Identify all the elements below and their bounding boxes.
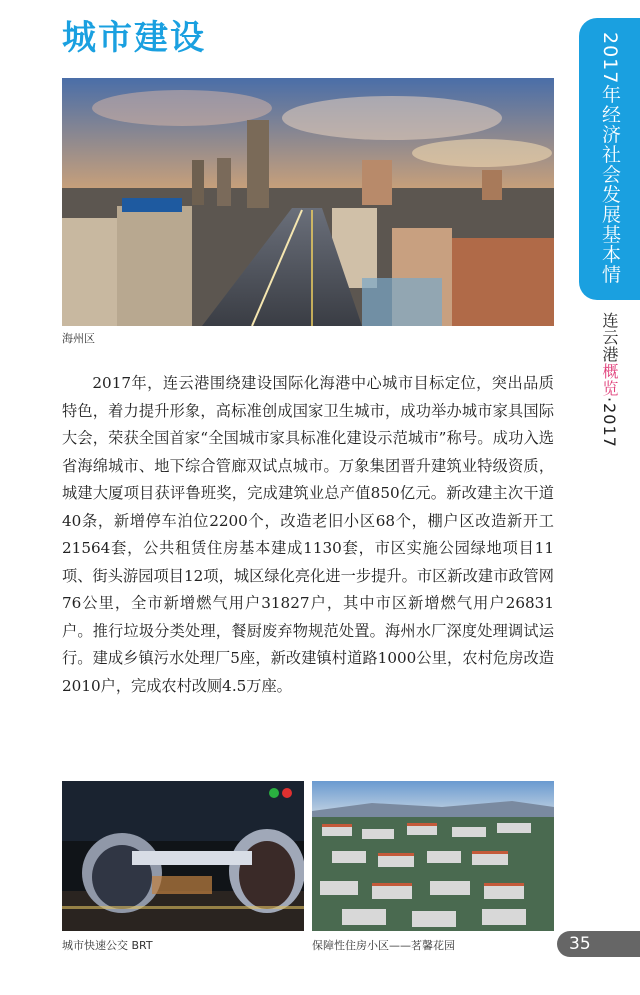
body-paragraph: 2017年，连云港围绕建设国际化海港中心城市目标定位，突出品质特色，着力提升形象，高标准创成国家卫生城市，成功举办城市家具国际大会，荣获全国首家“全国城市家具标准化建设示范城市”称号。成功入选省海绵城市、地下综合管廊双试点城市。万象集团晋升建筑业特级资质，城建大厦项目获评鲁班奖，完成建筑业总产值850亿元。新改建主次干道40条，新增停车泊位2200个，改造老旧小区68个，棚户区改造新开工21564套，公共租赁住房基本建成1130套，市区实施公园绿地项目11项、街头游园项目12项，城区绿化亮化进一步提升。市区新改建市政管网76公里，全市新增燃气用户31827户，其中市区新增燃气用户26831户。推行垃圾分类处理，餐厨废弃物规范处置。海州水厂深度处理调试运行。建成乡镇污水处理厂5座，新改建镇村道路1000公里，农村危房改造2010户，完成农村改厕4.5万座。	[62, 374, 554, 695]
publication-label	[586, 312, 632, 448]
publication-label-highlight: 概览	[600, 363, 619, 397]
chapter-tab	[538, 18, 640, 300]
housing-photo-caption: 保障性住房小区——茗馨花园	[312, 939, 455, 952]
top-photo-caption: 海州区	[62, 332, 95, 345]
brt-photo-caption: 城市快速公交 BRT	[62, 939, 153, 952]
housing-estate-photo	[312, 781, 554, 931]
brt-station-photo	[62, 781, 304, 931]
page-number-badge	[557, 931, 640, 957]
page-number: 35	[569, 934, 591, 954]
page-title: 城市建设	[62, 18, 206, 58]
chapter-tab-label: 2017年经济社会发展基本情况	[538, 32, 621, 285]
haizhou-district-photo	[62, 78, 554, 326]
publication-label-part2: ·2017	[600, 397, 619, 448]
publication-label-part1: 连云港	[600, 312, 619, 363]
